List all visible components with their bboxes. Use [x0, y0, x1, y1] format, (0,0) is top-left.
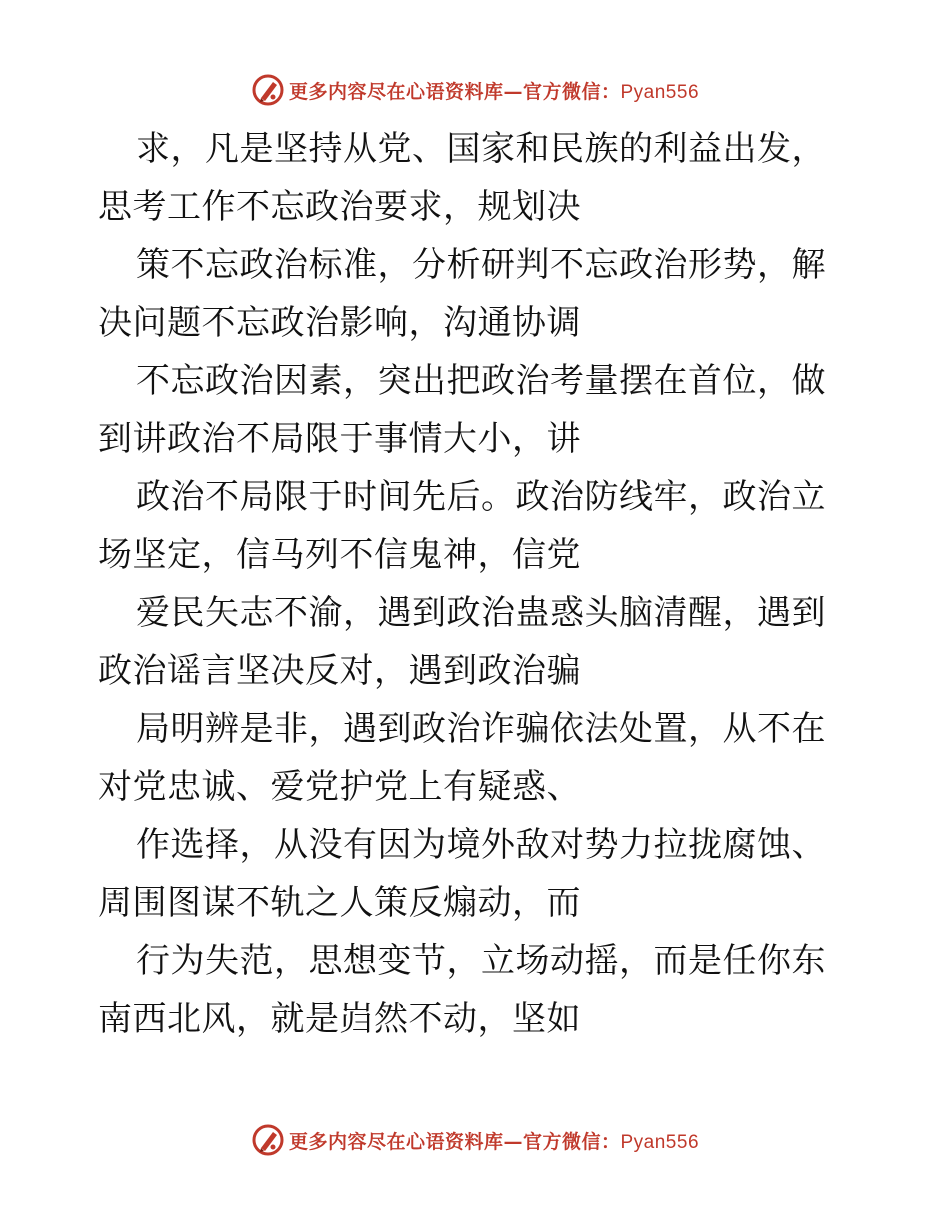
page-header-banner [0, 70, 950, 110]
body-paragraph: 策不忘政治标准，分析研判不忘政治形势，解决问题不忘政治影响，沟通协调 [98, 245, 826, 343]
footer-wechat-handle: Pyan556 [620, 1131, 700, 1153]
document-body [98, 120, 858, 1048]
body-paragraph: 不忘政治因素，突出把政治考量摆在首位，做到讲政治不局限于事情大小，讲 [98, 361, 826, 459]
header-text: 更多内容尽在心语资料库—官方微信：Pyan556 [288, 80, 700, 103]
body-paragraph: 爱民矢志不渝，遇到政治蛊惑头脑清醒，遇到政治谣言坚决反对，遇到政治骗 [98, 593, 826, 691]
body-paragraph: 作选择，从没有因为境外敌对势力拉拢腐蚀、周围图谋不轨之人策反煽动，而 [98, 825, 826, 923]
pen-logo-icon [251, 73, 285, 107]
header-wechat-handle: Pyan556 [620, 81, 700, 103]
page-footer-banner [0, 1120, 950, 1160]
pen-logo-icon [251, 1123, 285, 1157]
body-paragraph: 求，凡是坚持从党、国家和民族的利益出发，思考工作不忘政治要求，规划决 [98, 129, 826, 227]
body-paragraph: 局明辨是非，遇到政治诈骗依法处置，从不在对党忠诚、爱党护党上有疑惑、 [98, 709, 826, 807]
footer-text: 更多内容尽在心语资料库—官方微信：Pyan556 [288, 1130, 700, 1153]
body-paragraph: 政治不局限于时间先后。政治防线牢，政治立场坚定，信马列不信鬼神，信党 [98, 477, 826, 575]
body-paragraph: 行为失范，思想变节，立场动摇，而是任你东南西北风，就是岿然不动，坚如 [98, 941, 826, 1039]
